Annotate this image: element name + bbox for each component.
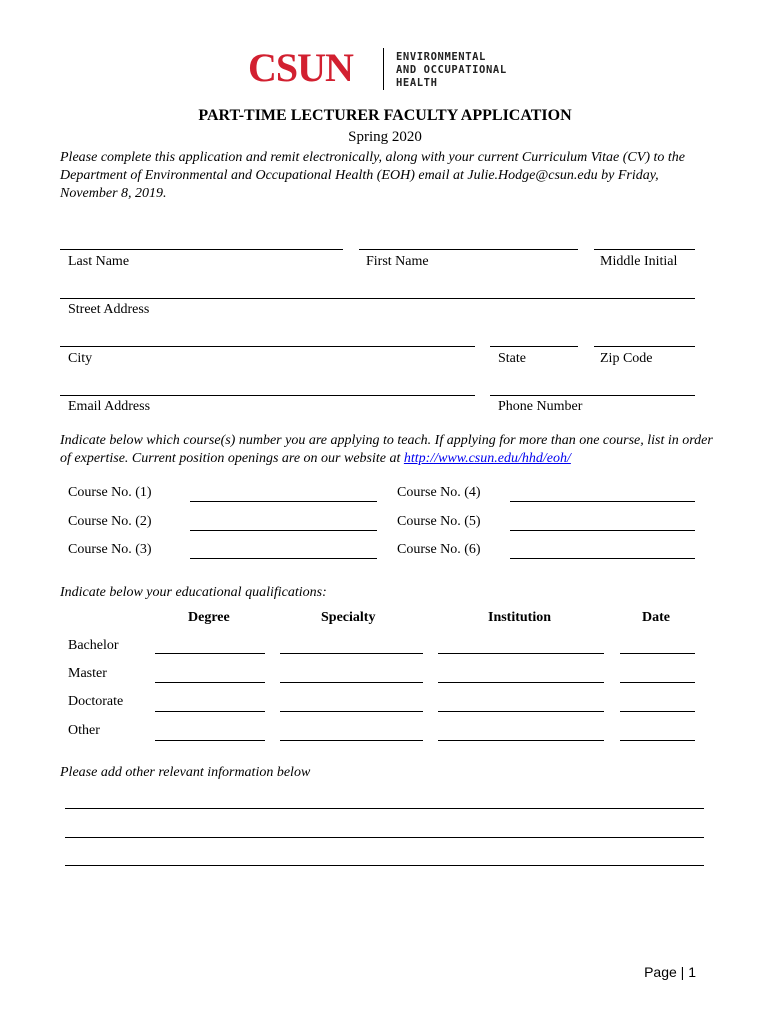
department-name (396, 51, 507, 90)
course-6-label: Course No. (6) (397, 542, 481, 557)
page-number: Page | 1 (644, 964, 696, 980)
doctorate-institution-field[interactable] (438, 711, 604, 712)
course-5-field[interactable] (510, 530, 695, 531)
middle-initial-field[interactable] (594, 249, 695, 250)
email-address-field[interactable] (60, 395, 475, 396)
bachelor-label: Bachelor (68, 638, 119, 653)
other-info-label: Please add other relevant information below (60, 765, 311, 780)
course-3-label: Course No. (3) (68, 542, 152, 557)
last-name-label: Last Name (68, 254, 130, 269)
master-degree-field[interactable] (155, 682, 265, 683)
other-label: Other (68, 723, 100, 738)
course-4-label: Course No. (4) (397, 485, 481, 500)
phone-number-field[interactable] (490, 395, 695, 396)
other-info-line-1[interactable] (65, 808, 704, 809)
doctorate-label: Doctorate (68, 694, 124, 709)
specialty-column-header: Specialty (321, 610, 376, 625)
city-label: City (68, 351, 93, 366)
date-column-header: Date (642, 610, 670, 625)
department-line-3: HEALTH (396, 77, 438, 89)
master-institution-field[interactable] (438, 682, 604, 683)
course-4-field[interactable] (510, 501, 695, 502)
bachelor-degree-field[interactable] (155, 653, 265, 654)
course-5-label: Course No. (5) (397, 514, 481, 529)
phone-number-label: Phone Number (498, 399, 583, 414)
department-line-2: AND OCCUPATIONAL (396, 64, 507, 76)
other-date-field[interactable] (620, 740, 695, 741)
email-address-label: Email Address (68, 399, 151, 414)
doctorate-degree-field[interactable] (155, 711, 265, 712)
course-1-label: Course No. (1) (68, 485, 152, 500)
bachelor-specialty-field[interactable] (280, 653, 423, 654)
course-instructions (60, 432, 720, 468)
logo-divider (383, 48, 384, 90)
course-3-field[interactable] (190, 558, 377, 559)
other-info-line-2[interactable] (65, 837, 704, 838)
state-label: State (498, 351, 526, 366)
street-address-field[interactable] (60, 298, 695, 299)
state-field[interactable] (490, 346, 578, 347)
course-2-label: Course No. (2) (68, 514, 152, 529)
master-date-field[interactable] (620, 682, 695, 683)
education-instructions: Indicate below your educational qualifications: (60, 585, 327, 600)
course-2-field[interactable] (190, 530, 377, 531)
other-info-line-3[interactable] (65, 865, 704, 866)
zip-code-field[interactable] (594, 346, 695, 347)
first-name-label: First Name (366, 254, 429, 269)
degree-column-header: Degree (188, 610, 230, 625)
master-label: Master (68, 666, 107, 681)
first-name-field[interactable] (359, 249, 578, 250)
other-specialty-field[interactable] (280, 740, 423, 741)
street-address-label: Street Address (68, 302, 150, 317)
course-1-field[interactable] (190, 501, 377, 502)
department-line-1: ENVIRONMENTAL (396, 51, 486, 63)
doctorate-specialty-field[interactable] (280, 711, 423, 712)
city-field[interactable] (60, 346, 475, 347)
intro-instructions: Please complete this application and remit electronically, along with your current Curriculum Vitae (CV) to the Department of Environmental and Occupational Health (EOH) email at Julie.Hodge@csun.edu by Friday, November 8, 2019. (60, 150, 685, 201)
last-name-field[interactable] (60, 249, 343, 250)
website-link[interactable]: http://www.csun.edu/hhd/eoh/ (403, 451, 571, 466)
csun-logo: CSUN (248, 45, 353, 90)
other-institution-field[interactable] (438, 740, 604, 741)
bachelor-institution-field[interactable] (438, 653, 604, 654)
course-instructions-text: Indicate below which course(s) number you are applying to teach. If applying for more than one course, list in order of expertise. Current position openings are on our website at (60, 433, 713, 466)
form-subtitle: Spring 2020 (348, 129, 422, 145)
form-title: PART-TIME LECTURER FACULTY APPLICATION (198, 107, 572, 124)
other-degree-field[interactable] (155, 740, 265, 741)
institution-column-header: Institution (488, 610, 552, 625)
doctorate-date-field[interactable] (620, 711, 695, 712)
bachelor-date-field[interactable] (620, 653, 695, 654)
master-specialty-field[interactable] (280, 682, 423, 683)
zip-code-label: Zip Code (600, 351, 653, 366)
course-6-field[interactable] (510, 558, 695, 559)
middle-initial-label: Middle Initial (600, 254, 678, 269)
